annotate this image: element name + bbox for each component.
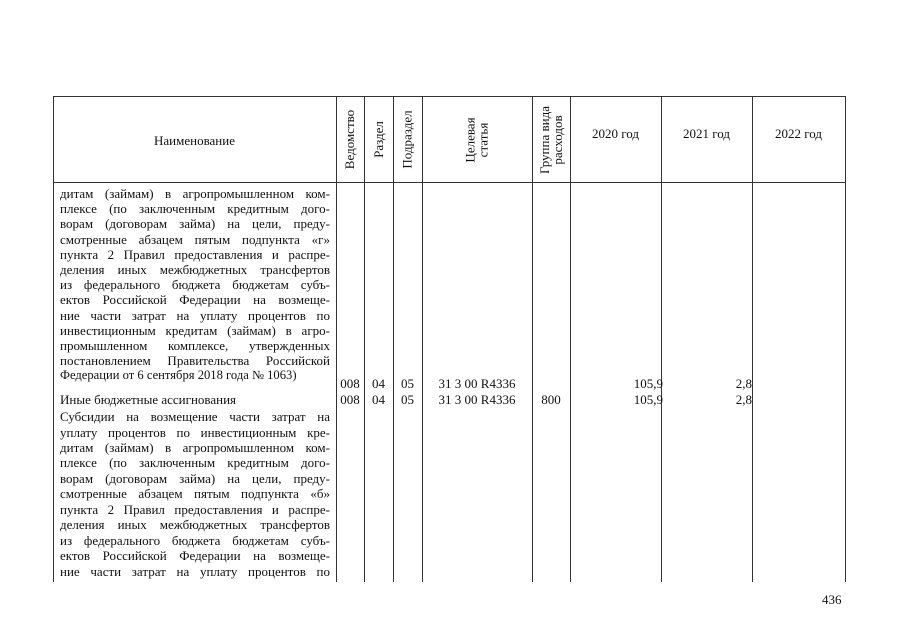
page-number: 436 [822, 592, 842, 607]
desc-line: смотренные абзацем пятым подпункта «г» [60, 232, 330, 247]
desc-line: ние части затрат на уплату процентов по [60, 564, 330, 579]
desc-line: ектов Российской Федерации на возмеще- [60, 292, 330, 307]
header-2021: 2021 год [683, 126, 730, 141]
header-2022: 2022 год [775, 126, 822, 141]
cell-celevaya: 31 3 00 R4336 [438, 392, 516, 407]
cell-celevaya: 31 3 00 R4336 [438, 376, 516, 391]
desc-line: пункта 2 Правил предоставления и распре- [60, 502, 330, 517]
desc-line: инвестиционным кредитам (займам) в агро- [60, 323, 330, 338]
col-border [661, 96, 662, 582]
col-border [53, 96, 54, 582]
cell-2021: 2,8 [735, 376, 752, 391]
header-name: Наименование [154, 133, 235, 148]
col-border [845, 96, 846, 582]
desc-line: уплату процентов по инвестиционным кре- [60, 425, 330, 440]
header-2020: 2020 год [592, 126, 639, 141]
cell-podrazdel: 05 [401, 376, 414, 391]
desc-line: ворам (договорам займа) на цели, преду- [60, 471, 330, 486]
desc-line: пункта 2 Правил предоставления и распре- [60, 247, 330, 262]
desc-line: плексе (по заключенным кредитным дого- [60, 201, 330, 216]
header-celevaya: Целевая статья [462, 116, 491, 163]
desc-line: из федерального бюджета бюджетам субъ- [60, 533, 330, 548]
desc-line: дитам (займам) в агропромышленном ком- [60, 186, 330, 201]
cell-razdel: 04 [372, 376, 385, 391]
desc-line: постановлением Правительства Российской [60, 353, 330, 368]
header-vedomstvo: Ведомство [342, 109, 358, 170]
col-border [570, 96, 571, 582]
cell-razdel: 04 [372, 392, 385, 407]
cell-2021: 2,8 [735, 392, 752, 407]
desc-line: ворам (договорам займа) на цели, преду- [60, 216, 330, 231]
desc-line: плексе (по заключенным кредитным дого- [60, 455, 330, 470]
header-razdel: Раздел [371, 121, 386, 158]
cell-gruppa: 800 [541, 392, 561, 407]
desc-line: смотренные абзацем пятым подпункта «б» [60, 486, 330, 501]
cell-2020: 105,9 [633, 392, 663, 407]
col-border [752, 96, 753, 582]
desc-line: деления иных межбюджетных трансфертов [60, 262, 330, 277]
desc-line: Федерации от 6 сентября 2018 года № 1063) [60, 368, 297, 382]
desc-line: из федерального бюджета бюджетам субъ- [60, 277, 330, 292]
cell-name: Иные бюджетные ассигнования [60, 392, 237, 407]
desc-line: дитам (займам) в агропромышленном ком- [60, 440, 330, 455]
desc-line: ектов Российской Федерации на возмеще- [60, 548, 330, 563]
cell-2020: 105,9 [633, 376, 663, 391]
header-podrazdel: Подраздел [400, 110, 416, 169]
desc-line: промышленном комплексе, утвержденных [60, 338, 330, 353]
cell-podrazdel: 05 [401, 392, 414, 407]
desc-line: ние части затрат на уплату процентов по [60, 308, 330, 323]
desc-line: деления иных межбюджетных трансфертов [60, 517, 330, 532]
header-bottom-border [53, 182, 845, 183]
desc-line: Субсидии на возмещение части затрат на [60, 409, 330, 424]
cell-vedomstvo: 008 [340, 392, 360, 407]
cell-vedomstvo: 008 [340, 376, 360, 391]
header-gruppa: Группа вида расходов [537, 105, 566, 174]
